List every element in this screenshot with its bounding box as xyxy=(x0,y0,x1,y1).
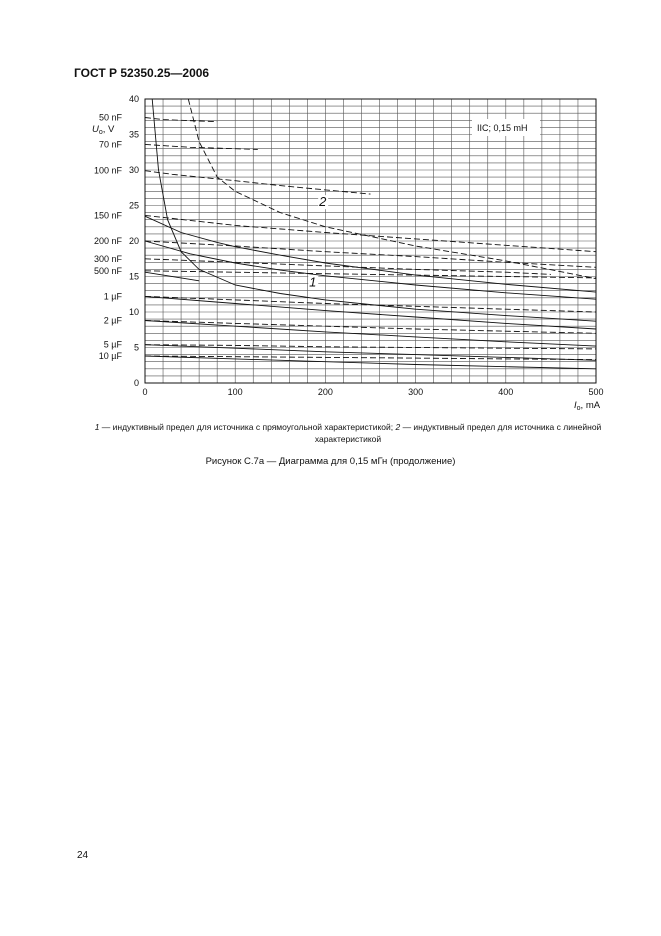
capacitance-label: 300 nF xyxy=(93,253,122,264)
series-line-14 xyxy=(145,296,596,329)
legend-text-1: — индуктивный предел для источника с прямоугольной характеристикой; xyxy=(99,422,396,432)
chart-container xyxy=(0,0,661,420)
x-tick-label: 300 xyxy=(408,387,424,397)
y-tick-label: 30 xyxy=(128,165,139,175)
annotation-text: IIC; 0,15 mH xyxy=(477,123,528,133)
chart-svg xyxy=(0,0,661,420)
capacitance-label: 50 nF xyxy=(98,112,122,123)
y-tick-label: 15 xyxy=(128,271,139,282)
figure-caption: Рисунок С.7а — Диаграмма для 0,15 мГн (продолжение) xyxy=(205,456,456,467)
capacitance-label: 500 nF xyxy=(93,265,122,276)
y-tick-label: 0 xyxy=(133,378,139,388)
legend-num-1: 1 xyxy=(94,422,100,432)
capacitance-label: 10 µF xyxy=(98,351,122,362)
series-line-17 xyxy=(145,345,596,349)
document-code: ГОСТ Р 52350.25—2006 xyxy=(74,66,210,80)
y-tick-label: 5 xyxy=(133,342,139,353)
y-tick-label: 35 xyxy=(128,129,139,140)
capacitance-label: 150 nF xyxy=(93,210,122,221)
series-line-6 xyxy=(145,215,596,251)
x-tick-label: 500 xyxy=(588,387,604,397)
legend-num-2: 2 xyxy=(395,422,401,432)
x-axis-title: $I_o$, mA xyxy=(574,400,601,412)
series-line-15 xyxy=(145,321,596,334)
capacitance-label: 5 µF xyxy=(103,339,122,350)
y-tick-label: 20 xyxy=(128,236,139,246)
y-tick-label: 10 xyxy=(128,307,139,317)
curve-label-2: 2 xyxy=(319,194,327,210)
x-tick-label: 100 xyxy=(227,387,243,397)
series-line-11 xyxy=(145,271,596,278)
legend-text-2: — индуктивный предел для источника с линейной характеристикой xyxy=(314,422,602,444)
x-tick-label: 400 xyxy=(498,387,514,397)
x-tick-label: 0 xyxy=(142,387,148,397)
capacitance-label: 70 nF xyxy=(98,139,122,150)
capacitance-label: 200 nF xyxy=(93,236,122,246)
legend xyxy=(78,421,618,445)
y-tick-label: 40 xyxy=(128,94,139,104)
x-tick-label: 200 xyxy=(317,387,333,397)
series-line-8 xyxy=(145,241,596,267)
y-axis-title: $U_o$, V xyxy=(92,124,115,136)
page-number: 24 xyxy=(77,850,89,861)
y-tick-label: 25 xyxy=(128,200,139,211)
capacitance-label: 100 nF xyxy=(93,165,122,176)
curve-label-1: 1 xyxy=(309,274,317,290)
capacitance-label: 1 µF xyxy=(103,291,122,302)
capacitance-label: 2 µF xyxy=(103,315,122,326)
series-line-5 xyxy=(145,171,371,194)
